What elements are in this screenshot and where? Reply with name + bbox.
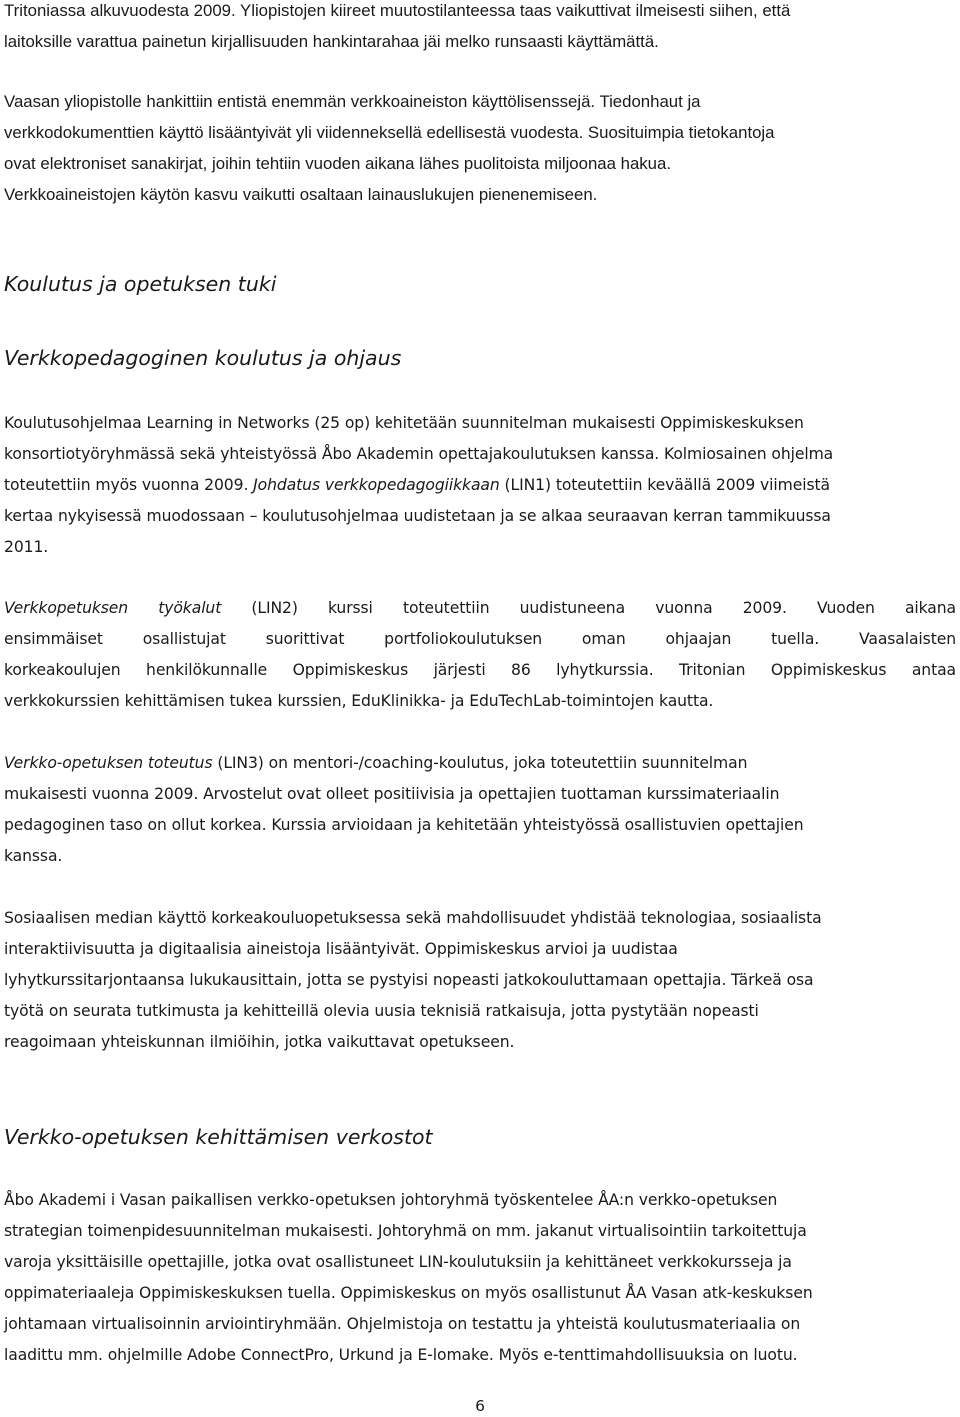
text-line: varoja yksittäisille opettajille, jotka ovat osallistuneet LIN-koulutuksiin ja kehittäneet verkkokursseja ja — [4, 1253, 792, 1271]
text-line: kertaa nykyisessä muodossaan – koulutusohjelmaa uudistetaan ja se alkaa seuraavan kerran tammikuussa — [4, 507, 831, 525]
text-line: verkkokurssien kehittämisen tukea kurssien, EduKlinikka- ja EduTechLab-toimintojen kautta. — [4, 692, 714, 710]
subsection-heading: Verkkopedagoginen koulutus ja ohjaus — [4, 346, 402, 370]
text-line: ensimmäiset osallistujat suorittivat portfoliokoulutuksen oman ohjaajan tuella. Vaasalaisten — [4, 630, 956, 648]
course-title: Verkkopetuksen työkalut — [4, 599, 222, 617]
text-line: mukaisesti vuonna 2009. Arvostelut ovat olleet positiivisia ja opettajien tuottaman kurssimateriaalin — [4, 785, 780, 803]
text-line: Verkko-opetuksen toteutus (LIN3) on mentori-/coaching-koulutus, joka toteutettiin suunnitelman — [4, 754, 748, 772]
text-line: interaktiivisuutta ja digitaalisia aineistoja lisääntyivät. Oppimiskeskus arvioi ja uudistaa — [4, 940, 678, 958]
text-line: 2011. — [4, 538, 49, 556]
text-line: Vaasan yliopistolle hankittiin entistä enemmän verkkoaineiston käyttölisenssejä. Tiedonhaut ja — [4, 92, 701, 111]
subsection-heading: Verkko-opetuksen kehittämisen verkostot — [4, 1125, 433, 1149]
text-line: johtamaan virtualisoinnin arviointiryhmään. Ohjelmistoja on testattu ja yhteistä koulutusmateriaalia on — [4, 1315, 801, 1333]
text-line: Koulutusohjelmaa Learning in Networks (25 op) kehitetään suunnitelman mukaisesti Oppimiskeskuksen — [4, 414, 804, 432]
text-line: verkkodokumenttien käyttö lisääntyivät yli viidenneksellä edellisestä vuodesta. Suosituimpia tietokantoja — [4, 123, 775, 142]
text-line: Sosiaalisen median käyttö korkeakouluopetuksessa sekä mahdollisuudet yhdistää teknologiaa, sosiaalista — [4, 909, 822, 927]
text-line: reagoimaan yhteiskunnan ilmiöihin, jotka vaikuttavat opetukseen. — [4, 1033, 515, 1051]
course-title: Verkko-opetuksen toteutus — [4, 754, 213, 772]
text-line: laadittu mm. ohjelmille Adobe ConnectPro, Urkund ja E-lomake. Myös e-tenttimahdollisuuksia on luotu. — [4, 1346, 798, 1364]
text-line: korkeakoulujen henkilökunnalle Oppimiskeskus järjesti 86 lyhytkurssia. Tritonian Oppimiskeskus antaa — [4, 661, 956, 679]
text-line: Verkkoaineistojen käytön kasvu vaikutti osaltaan lainauslukujen pienenemiseen. — [4, 185, 598, 204]
text-line: kanssa. — [4, 847, 63, 865]
section-heading: Koulutus ja opetuksen tuki — [4, 272, 277, 296]
text-line: Åbo Akademi i Vasan paikallisen verkko-opetuksen johtoryhmä työskentelee ÅA:n verkko-opetuksen — [4, 1191, 778, 1209]
text-line: pedagoginen taso on ollut korkea. Kurssia arvioidaan ja kehitetään yhteistyössä osallistuvien opettajien — [4, 816, 804, 834]
text-line: toteutettiin myös vuonna 2009. Johdatus verkkopedagogiikkaan (LIN1) toteutettiin keväällä 2009 viimeistä — [4, 476, 830, 494]
text-line: oppimateriaaleja Oppimiskeskuksen tuella. Oppimiskeskus on myös osallistunut ÅA Vasan atk-keskuksen — [4, 1284, 813, 1302]
text-line: lyhytkurssitarjontaansa lukukausittain, jotta se pystyisi nopeasti jatkokouluttamaan opettajia. Tärkeä osa — [4, 971, 814, 989]
text-line: Tritoniassa alkuvuodesta 2009. Yliopistojen kiireet muutostilanteessa taas vaikuttivat ilmeisesti siihen, että — [4, 1, 791, 20]
text-line: strategian toimenpidesuunnitelman mukaisesti. Johtoryhmä on mm. jakanut virtualisointiin tarkoitettuja — [4, 1222, 807, 1240]
course-title: Johdatus verkkopedagogiikkaan — [253, 476, 500, 494]
text-line: työtä on seurata tutkimusta ja kehitteillä olevia uusia teknisiä ratkaisuja, jotta pystytään nopeasti — [4, 1002, 759, 1020]
text-line: laitoksille varattua painetun kirjallisuuden hankintarahaa jäi melko runsaasti käyttämättä. — [4, 32, 659, 51]
page-number: 6 — [475, 1397, 485, 1415]
text-line: konsortiotyöryhmässä sekä yhteistyössä Åbo Akademin opettajakoulutuksen kanssa. Kolmiosainen ohjelma — [4, 445, 834, 463]
text-line: ovat elektroniset sanakirjat, joihin tehtiin vuoden aikana lähes puolitoista miljoonaa hakua. — [4, 154, 672, 173]
text-line: Verkkopetuksen työkalut (LIN2) kurssi toteutettiin uudistuneena vuonna 2009. Vuoden aikana — [4, 599, 956, 617]
